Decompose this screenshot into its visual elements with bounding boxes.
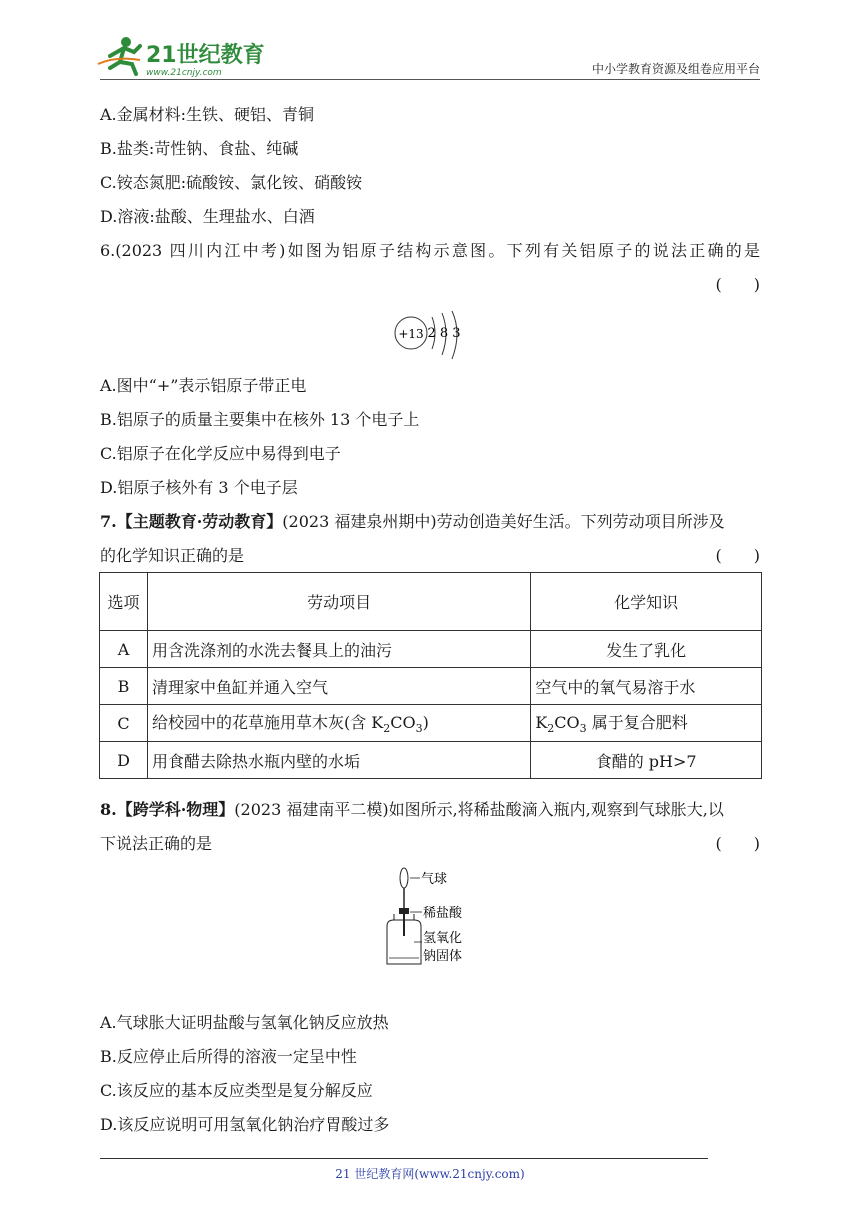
table-cell-option: A	[100, 631, 148, 668]
table-cell-project: 清理家中鱼缸并通入空气	[147, 668, 530, 705]
table-row	[100, 631, 762, 668]
table-row	[100, 668, 762, 705]
label-acid: 稀盐酸	[423, 906, 463, 921]
aluminum-atom-diagram	[392, 311, 472, 361]
table-header-cell: 劳动项目	[147, 573, 530, 631]
label-naoh-line1: 氢氧化	[423, 931, 463, 946]
q6-option-a: A.图中“+”表示铝原子带正电	[100, 376, 307, 395]
labor-knowledge-table	[99, 572, 762, 779]
logo-text: 21世纪教育	[146, 43, 265, 68]
table-cell-knowledge: $K_2CO_3$ 属于复合肥料	[531, 705, 762, 742]
table-header-row	[100, 573, 762, 631]
q6-option-b: B.铝原子的质量主要集中在核外 13 个电子上	[100, 410, 420, 429]
footer-divider	[100, 1158, 708, 1159]
q7-stem	[100, 512, 725, 532]
table-cell-project: 用食醋去除热水瓶内壁的水垢	[147, 742, 530, 779]
footer-link[interactable]: 21 世纪教育网(www.21cnjy.com)	[335, 1167, 525, 1181]
q6-option-c: C.铝原子在化学反应中易得到电子	[100, 444, 341, 463]
table-row	[100, 705, 762, 742]
q6-answer-paren: ( )	[715, 275, 760, 294]
q8-option-a: A.气球胀大证明盐酸与氢氧化钠反应放热	[100, 1013, 389, 1032]
q7-tag: 7.【主题教育·劳动教育】	[100, 512, 283, 531]
table-header-cell: 选项	[100, 573, 148, 631]
q8-stem-line2: 下说法正确的是	[100, 834, 213, 853]
label-balloon: 气球	[421, 872, 448, 887]
q8-option-c: C.该反应的基本反应类型是复分解反应	[100, 1081, 373, 1100]
header-divider	[100, 79, 760, 80]
q7-stem-line2: 的化学知识正确的是	[100, 546, 245, 565]
q7-answer-paren: ( )	[715, 546, 760, 565]
site-logo	[96, 34, 266, 80]
atom-shell-electrons: 2 8 3	[427, 326, 461, 341]
q5-option-b: B.盐类:苛性钠、食盐、纯碱	[100, 139, 299, 158]
q7-stem-rest: (2023 福建泉州期中)劳动创造美好生活。下列劳动项目所涉及	[282, 512, 725, 531]
atom-nucleus-label: +13	[398, 327, 424, 341]
table-header-cell: 化学知识	[531, 573, 762, 631]
q8-option-d: D.该反应说明可用氢氧化钠治疗胃酸过多	[100, 1115, 390, 1134]
table-cell-project: 给校园中的花草施用草木灰(含 $K_2CO_3$)	[147, 705, 530, 742]
table-cell-option: B	[100, 668, 148, 705]
q8-answer-paren: ( )	[715, 834, 760, 853]
table-cell-knowledge: 食醋的 pH>7	[531, 742, 762, 779]
label-naoh-line2: 钠固体	[423, 949, 463, 964]
q5-option-a: A.金属材料:生铁、硬铝、青铜	[100, 105, 315, 124]
balloon-experiment-figure	[384, 864, 484, 968]
q5-option-d: D.溶液:盐酸、生理盐水、白酒	[100, 207, 315, 226]
q5-option-c: C.铵态氮肥:硫酸铵、氯化铵、硝酸铵	[100, 173, 363, 192]
table-cell-project: 用含洗涤剂的水洗去餐具上的油污	[147, 631, 530, 668]
table-cell-knowledge: 空气中的氧气易溶于水	[531, 668, 762, 705]
q6-option-d: D.铝原子核外有 3 个电子层	[100, 478, 298, 497]
q8-stem	[100, 800, 724, 820]
header-platform-text: 中小学教育资源及组卷应用平台	[591, 62, 760, 76]
q8-option-b: B.反应停止后所得的溶液一定呈中性	[100, 1047, 357, 1066]
q8-stem-rest: (2023 福建南平二模)如图所示,将稀盐酸滴入瓶内,观察到气球胀大,以	[234, 800, 724, 819]
table-cell-option: C	[100, 705, 148, 742]
flask-icon	[387, 868, 421, 964]
table-cell-option: D	[100, 742, 148, 779]
table-cell-knowledge: 发生了乳化	[531, 631, 762, 668]
runner-icon	[98, 37, 140, 74]
q8-tag: 8.【跨学科·物理】	[100, 800, 235, 819]
logo-url: www.21cnjy.com	[146, 68, 222, 78]
table-row	[100, 742, 762, 779]
q6-stem: 6.(2023 四川内江中考)如图为铝原子结构示意图。下列有关铝原子的说法正确的是	[100, 241, 760, 260]
